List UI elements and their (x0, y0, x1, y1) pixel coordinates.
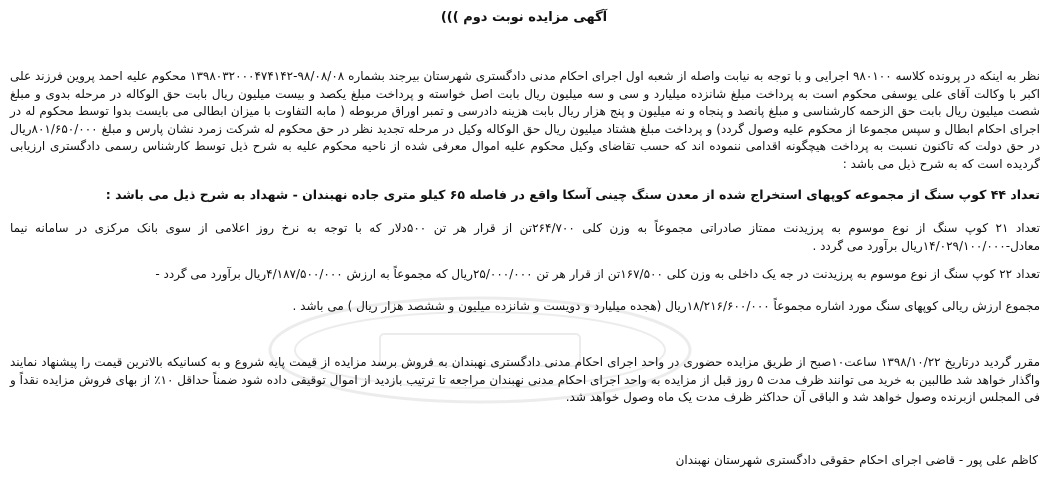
items-heading: تعداد ۴۴ کوپ سنگ از مجموعه کوپهای استخراج شده از معدن سنگ چینی آسکا واقع در فاصله ۶۵ کیلو متری جاده نهبندان - شهداد به شرح ذیل می باشد : (105, 187, 1040, 202)
signature-line: کاظم علی پور - قاضی اجرای احکام حقوقی دادگستری شهرستان نهبندان (675, 453, 1038, 467)
auction-terms-paragraph: مقرر گردید درتاریخ ۱۳۹۸/۱۰/۲۲ ساعت۱۰صبح از طریق مزایده حضوری در واحد اجرای احکام مدنی دادگستری نهبندان به فروش برسد مزایده از قیمت پایه شروع و به کسانیکه بالاترین قیمت را پیشنهاد نمایند واگذار خواهد شد طالبین به خرید می توانند ظرف مدت ۵ روز قبل از مزایده به واحد اجرای احکام مدنی نهبندان مراجعه تا ترتیب بازدید از اموال توقیفی داده شود ضمناً حداقل ۱۰٪ از بهای فروش مزایده نقداً و فی المجلس ازبرنده وصول خواهد شد و الباقی آن حداکثر ظرف مدت یک ماه وصول خواهد شد. (10, 355, 1041, 404)
total-value-paragraph: مجموع ارزش ریالی کوپهای سنگ مورد اشاره مجموعاً ۱۸/۲۱۶/۶۰۰/۰۰۰ریال (هجده میلیارد و دویست و شانزده میلیون و ششصد هزار ریال ) می باشد . (292, 299, 1040, 313)
item-2-paragraph: تعداد ۲۲ کوپ سنگ از نوع موسوم به پرزیدنت در جه یک داخلی به وزن کلی ۱۶۷/۵۰۰تن از قرار هر تن ۲۵/۰۰۰/۰۰۰ریال که مجموعاً به ارزش ۴/۱۸۷/۵۰۰/۰۰۰ریال برآورد می گردد - (155, 267, 1040, 281)
notice-title: آگهی مزایده نوبت دوم ))) (440, 10, 608, 25)
item-1-paragraph: تعداد ۲۱ کوپ سنگ از نوع موسوم به پرزیدنت ممتاز صادراتی مجموعاً به وزن کلی ۲۶۴/۷۰۰تن از قرار هر تن ۵۰۰دلار که با توجه به نرخ روز اعلامی از سوی بانک مرکزی در سامانه نیما معادل-۱۴/۰۲۹/۱۰۰/۰۰۰ریال برآورد می گردد . (10, 221, 1040, 253)
intro-paragraph: نظر به اینکه در پرونده کلاسه ۹۸۰۱۰۰ اجرایی و با توجه به نیابت واصله از شعبه اول اجرای احکام مدنی دادگستری شهرستان بیرجند بشماره ۹۸/۰۸/۰۸-۱۳۹۸۰۳۲۰۰۰۴۷۴۱۴۲ محکوم علیه احمد پروین فرزند علی اکبر با وکالت آقای علی یوسفی محکوم است به پرداخت مبلغ شانزده میلیارد و سی و سه میلیون ریال بابت اصل خواسته و پرداخت مبلغ یکصد و بیست میلیون ریال بابت حق الوکاله در مرحله بدوی و مبلغ شصت میلیون ریال بابت حق الزحمه کارشناسی و مبلغ پانصد و پنجاه و نه میلیون و پنج هزار ریال بابت هزینه دادرسی و تمبر اوراق مربوطه ( مابه التفاوت با میزان ابطالی می بایست بدوا توسط محکوم له در اجرای احکام ابطال و سپس مجموعا از محکوم علیه وصول گردد) و پرداخت مبلغ هشتاد میلیون ریال حق الوکاله وکیل در مرحله تجدید نظر در حق محکوم له شرکت زمرد نشان پارس و مبلغ ۸۰۱/۶۵۰/۰۰۰ریال در حق دولت که تاکنون نسبت به پرداخت هیچگونه اقدامی ننموده اند که حسب تقاضای وکیل محکوم علیه اموال معرفی شده از ناحیه محکوم علیه به شرح ذیل توسط کارشناس رسمی دادگستری ارزیابی گردیده است که به شرح ذیل می باشد : (10, 69, 1040, 171)
